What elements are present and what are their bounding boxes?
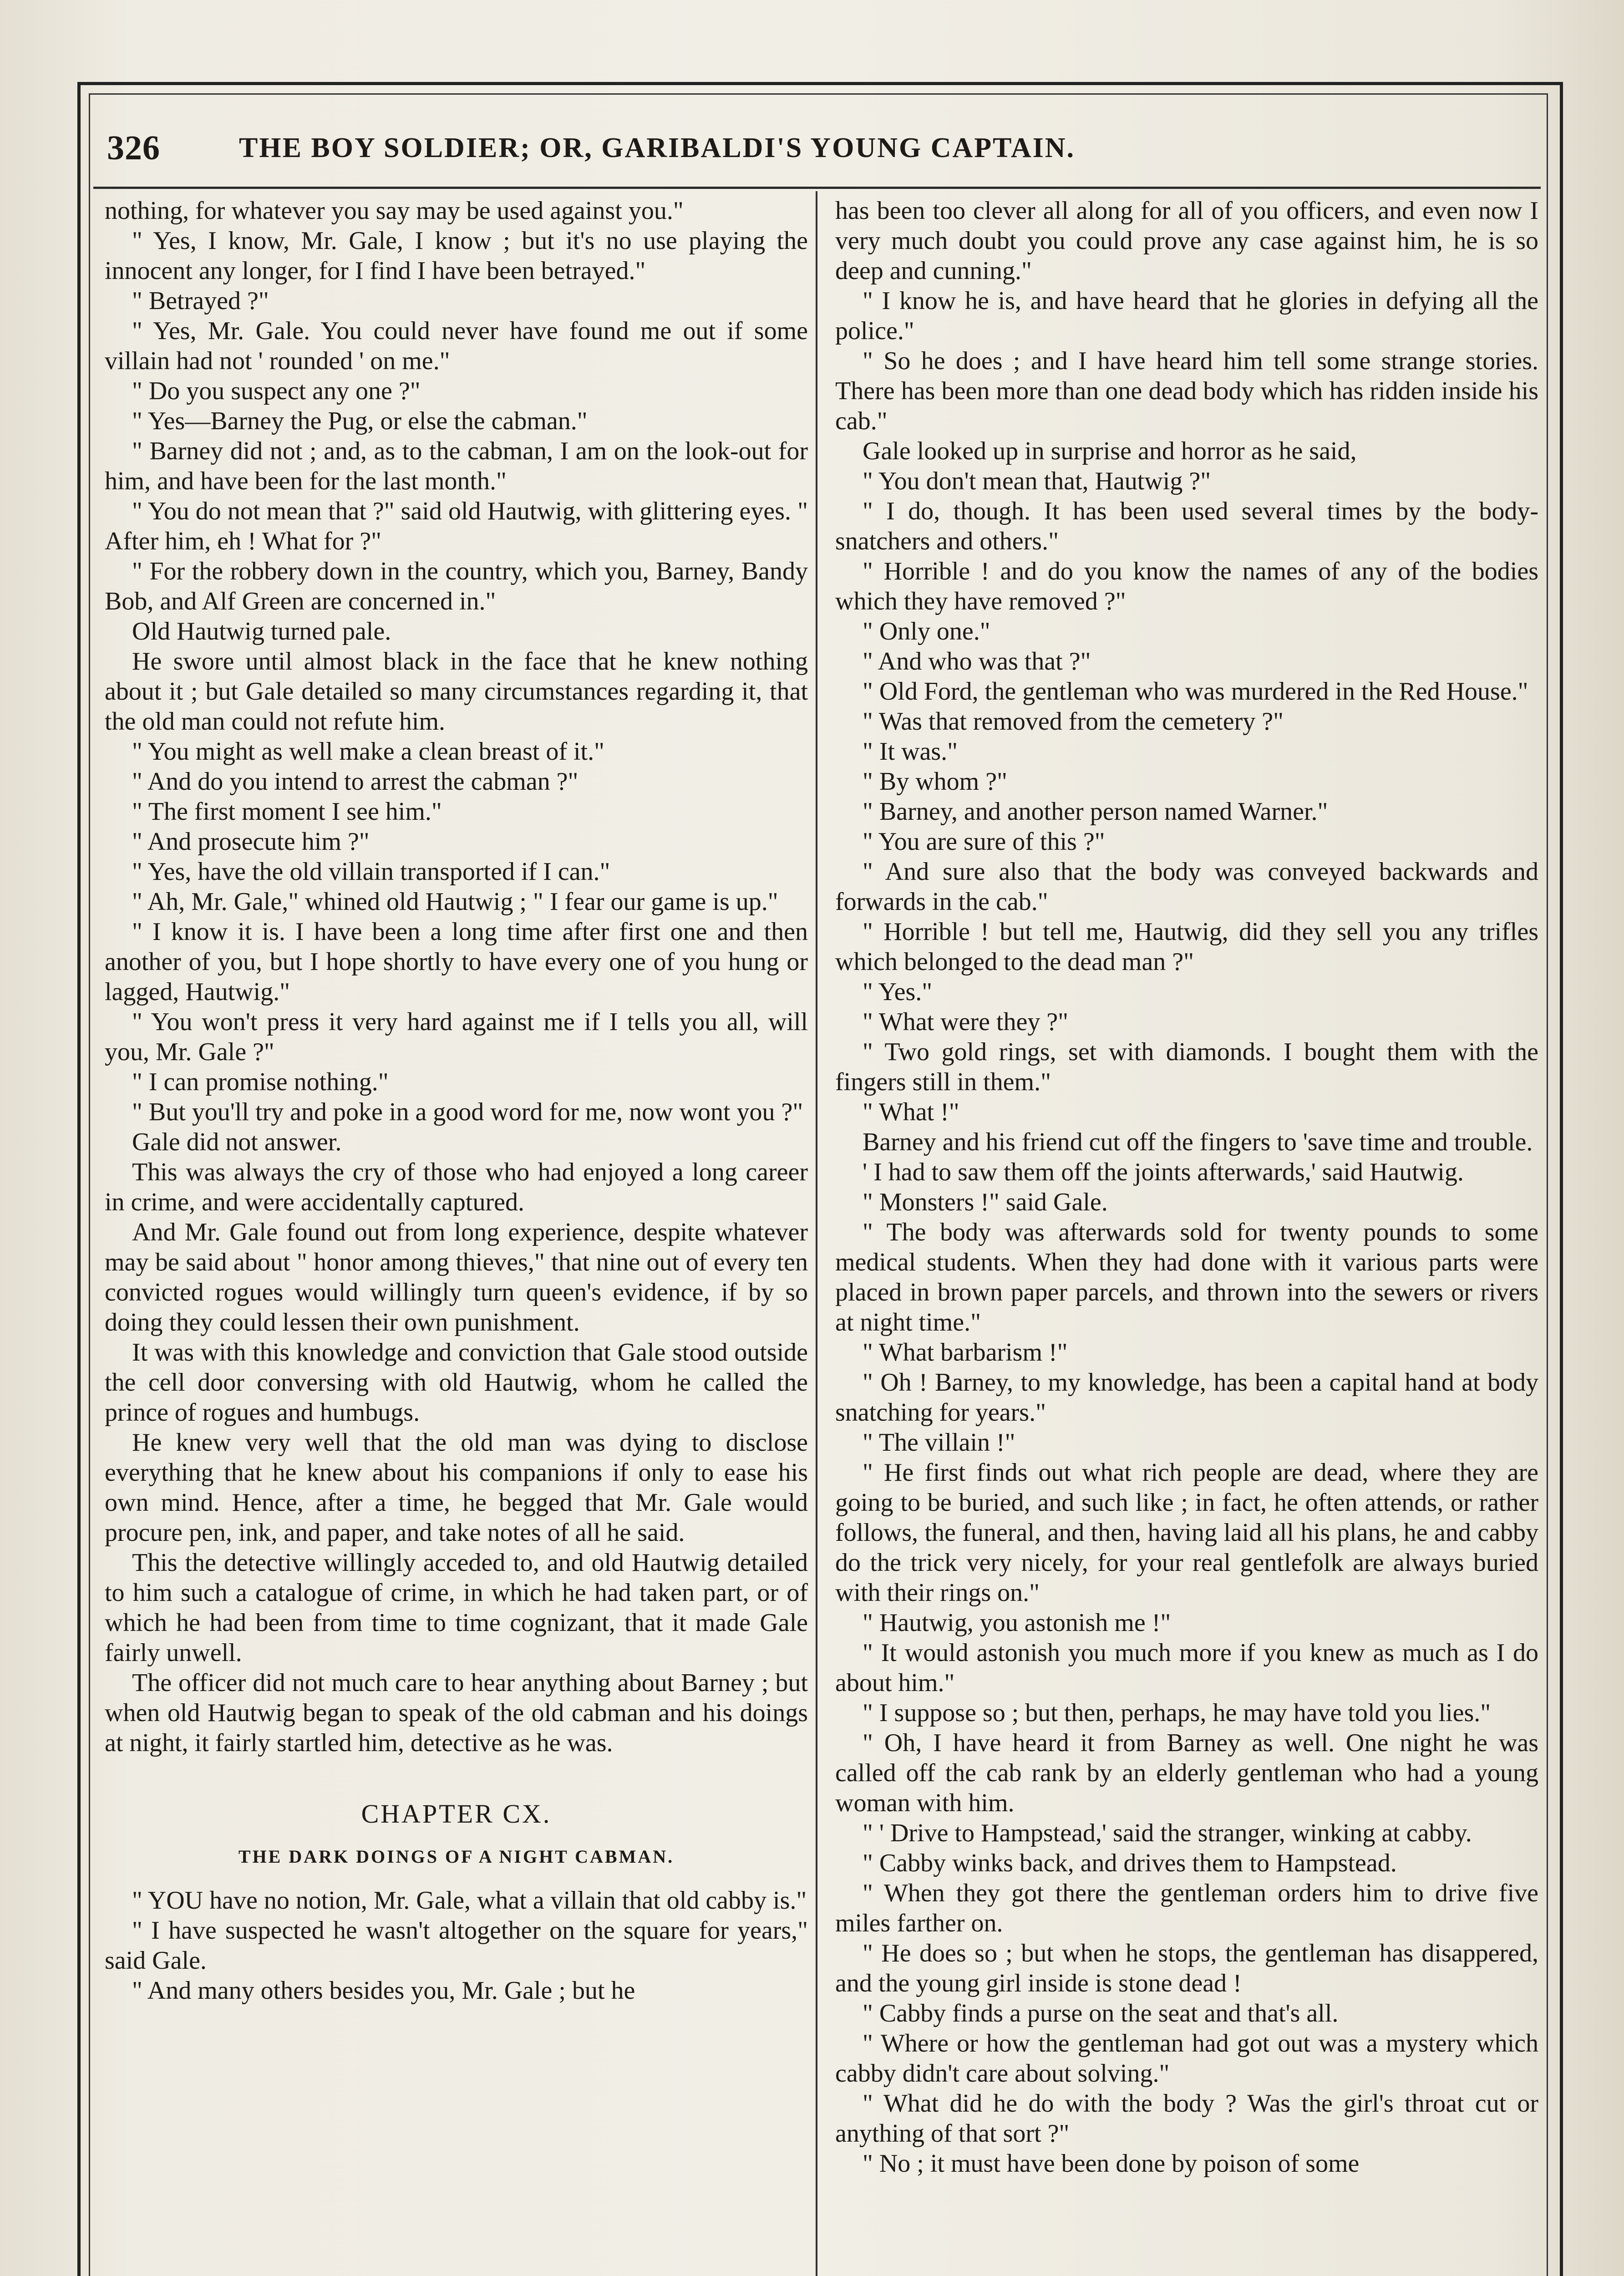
paragraph: " You might as well make a clean breast of it." — [132, 737, 604, 766]
paragraph: nothing, for whatever you say may be used against you." — [105, 197, 684, 225]
paragraph: " Barney did not ; and, as to the cabman, I am on the look-out for him, and have been for the last month." — [105, 437, 808, 495]
paragraph: " It was." — [863, 737, 958, 766]
paragraph: Gale did not answer. — [132, 1128, 342, 1156]
paragraph: " YOU have no notion, Mr. Gale, what a villain that old cabby is." — [132, 1886, 807, 1915]
paragraph: It was with this knowledge and conviction that Gale stood outside the cell door conversing with old Hautwig, whom he called the prince of rogues and humbugs. — [105, 1338, 808, 1427]
paragraph: " The body was afterwards sold for twenty pounds to some medical students. When they had done with it various parts were placed in brown paper parcels, and thrown into the sewers or rivers at night time." — [835, 1218, 1538, 1336]
paragraph: " I have suspected he wasn't altogether on the square for years," said Gale. — [105, 1916, 808, 1975]
paragraph: " Yes, Mr. Gale. You could never have found me out if some villain had not ' rounded ' on me." — [105, 317, 808, 375]
paragraph: The officer did not much care to hear anything about Barney ; but when old Hautwig began to speak of the old cabman and his doings at night, it fairly startled him, detective as he was. — [105, 1669, 808, 1757]
paragraph: " Oh ! Barney, to my knowledge, has been a capital hand at body snatching for years." — [835, 1368, 1538, 1427]
paragraph: Old Hautwig turned pale. — [132, 617, 391, 645]
paragraph: " Where or how the gentleman had got out was a mystery which cabby didn't care about solving." — [835, 2029, 1538, 2088]
paragraph: " It would astonish you much more if you knew as much as I do about him." — [835, 1639, 1538, 1697]
paragraph: " What did he do with the body ? Was the girl's throat cut or anything of that sort ?" — [835, 2089, 1538, 2148]
paragraph: " What barbarism !" — [863, 1338, 1068, 1367]
paragraph: " The first moment I see him." — [132, 798, 442, 826]
page-number: 326 — [107, 128, 160, 167]
paragraph: " Betrayed ?" — [132, 287, 269, 315]
paragraph: Barney and his friend cut off the fingers to 'save time and trouble. — [863, 1128, 1533, 1156]
paragraph: " And prosecute him ?" — [132, 828, 370, 856]
paragraph: " Yes." — [863, 978, 933, 1006]
paragraph: " Do you suspect any one ?" — [132, 377, 421, 405]
paragraph: " No ; it must have been done by poison of some — [863, 2149, 1360, 2178]
paragraph: " Yes, have the old villain transported if I can." — [132, 858, 610, 886]
paragraph: " Yes—Barney the Pug, or else the cabman." — [132, 407, 588, 435]
paragraph: " And who was that ?" — [863, 647, 1091, 676]
paragraph: " When they got there the gentleman orders him to drive five miles farther on. — [835, 1879, 1538, 1937]
right-paragraphs — [835, 196, 1538, 2179]
paragraph: " Horrible ! but tell me, Hautwig, did they sell you any trifles which belonged to the dead man ?" — [835, 918, 1538, 976]
paragraph: " He does so ; but when he stops, the gentleman has disappered, and the young girl inside is stone dead ! — [835, 1939, 1538, 1997]
paragraph: " By whom ?" — [863, 767, 1007, 796]
paragraph: " And do you intend to arrest the cabman ?" — [132, 767, 579, 796]
chapter-title: THE DARK DOINGS OF A NIGHT CABMAN. — [238, 1846, 675, 1867]
paragraph: This was always the cry of those who had enjoyed a long career in crime, and were accidentally captured. — [105, 1158, 808, 1216]
paragraph: " Monsters !" said Gale. — [863, 1188, 1108, 1216]
paragraph: He knew very well that the old man was dying to disclose everything that he knew about his companions if only to ease his own mind. Hence, after a time, he begged that Mr. Gale would procure pen, ink, and paper, and take notes of all he said. — [105, 1428, 808, 1547]
column-divider — [816, 191, 817, 2276]
chapter-number: CHAPTER CX. — [361, 1799, 552, 1829]
paragraph: " Only one." — [863, 617, 990, 645]
paragraph: " He first finds out what rich people are dead, where they are going to be buried, and such like ; in fact, he often attends, or rather follows, the funeral, and then, having laid all his plans, he and cabby do the trick very nicely, for your real gentlefolk are always buried with their rings on." — [835, 1458, 1538, 1607]
paragraph: " And sure also that the body was conveyed backwards and forwards in the cab." — [835, 858, 1538, 916]
paragraph: " For the robbery down in the country, which you, Barney, Bandy Bob, and Alf Green are concerned in." — [105, 557, 808, 615]
left-column — [105, 196, 808, 2276]
paragraph: " What !" — [863, 1098, 959, 1126]
paragraph: He swore until almost black in the face that he knew nothing about it ; but Gale detailed so many circumstances regarding it, that the old man could not refute him. — [105, 647, 808, 736]
paragraph: " But you'll try and poke in a good word for me, now wont you ?" — [132, 1098, 803, 1126]
paragraph: " Cabby finds a purse on the seat and that's all. — [863, 1999, 1339, 2027]
paragraph: And Mr. Gale found out from long experience, despite whatever may be said about " honor among thieves," that nine out of every ten convicted rogues would willingly turn queen's evidence, if by so doing they could lessen their own punishment. — [105, 1218, 808, 1336]
chapter-heading — [105, 1799, 808, 1872]
paragraph: " You are sure of this ?" — [863, 828, 1105, 856]
page-header — [107, 114, 1309, 182]
left-paragraphs-after-chapter — [105, 1885, 808, 2006]
paragraph: " And many others besides you, Mr. Gale ; but he — [132, 1976, 635, 2005]
paragraph: " I know it is. I have been a long time after first one and then another of you, but I hope shortly to have every one of you hung or lagged, Hautwig." — [105, 918, 808, 1006]
paragraph: " You won't press it very hard against me if I tells you all, will you, Mr. Gale ?" — [105, 1008, 808, 1066]
running-title: THE BOY SOLDIER; OR, GARIBALDI'S YOUNG CAPTAIN. — [239, 132, 1076, 163]
paragraph: " What were they ?" — [863, 1008, 1069, 1036]
paragraph: " So he does ; and I have heard him tell some strange stories. There has been more than one dead body which has ridden inside his cab." — [835, 347, 1538, 435]
paragraph: " The villain !" — [863, 1428, 1015, 1457]
paragraph: ' I had to saw them off the joints afterwards,' said Hautwig. — [863, 1158, 1464, 1186]
paragraph: This the detective willingly acceded to, and old Hautwig detailed to him such a catalogue of crime, in which he had taken part, or of which he had been from time to time cognizant, that it made Gale fairly unwell. — [105, 1549, 808, 1667]
paragraph: " Yes, I know, Mr. Gale, I know ; but it's no use playing the innocent any longer, for I find I have been betrayed." — [105, 227, 808, 285]
paragraph: has been too clever all along for all of you officers, and even now I very much doubt you could prove any case against him, he is so deep and cunning." — [835, 197, 1538, 285]
paragraph: " You do not mean that ?" said old Hautwig, with glittering eyes. " After him, eh ! What for ?" — [105, 497, 808, 555]
paragraph: " Hautwig, you astonish me !" — [863, 1609, 1171, 1637]
paragraph: " I know he is, and have heard that he glories in defying all the police." — [835, 287, 1538, 345]
paragraph: " Two gold rings, set with diamonds. I bought them with the fingers still in them." — [835, 1038, 1538, 1096]
paragraph: " I do, though. It has been used several times by the body-snatchers and others." — [835, 497, 1538, 555]
paragraph: " Horrible ! and do you know the names of any of the bodies which they have removed ?" — [835, 557, 1538, 615]
paragraph: " You don't mean that, Hautwig ?" — [863, 467, 1211, 495]
header-rule — [93, 187, 1541, 189]
left-paragraphs-before-chapter — [105, 196, 808, 1758]
right-column — [835, 196, 1538, 2276]
paragraph: " I suppose so ; but then, perhaps, he may have told you lies." — [863, 1699, 1491, 1727]
paragraph: " Ah, Mr. Gale," whined old Hautwig ; " I fear our game is up." — [132, 888, 778, 916]
paragraph: " Barney, and another person named Warner." — [863, 798, 1328, 826]
paragraph: " I can promise nothing." — [132, 1068, 389, 1096]
paragraph: " Cabby winks back, and drives them to Hampstead. — [863, 1849, 1397, 1877]
paragraph: " ' Drive to Hampstead,' said the stranger, winking at cabby. — [863, 1819, 1472, 1847]
paragraph: Gale looked up in surprise and horror as he said, — [863, 437, 1357, 465]
paragraph: " Old Ford, the gentleman who was murdered in the Red House." — [863, 677, 1528, 706]
paragraph: " Was that removed from the cemetery ?" — [863, 707, 1284, 736]
paragraph: " Oh, I have heard it from Barney as well. One night he was called off the cab rank by an elderly gentleman who had a young woman with him. — [835, 1729, 1538, 1817]
